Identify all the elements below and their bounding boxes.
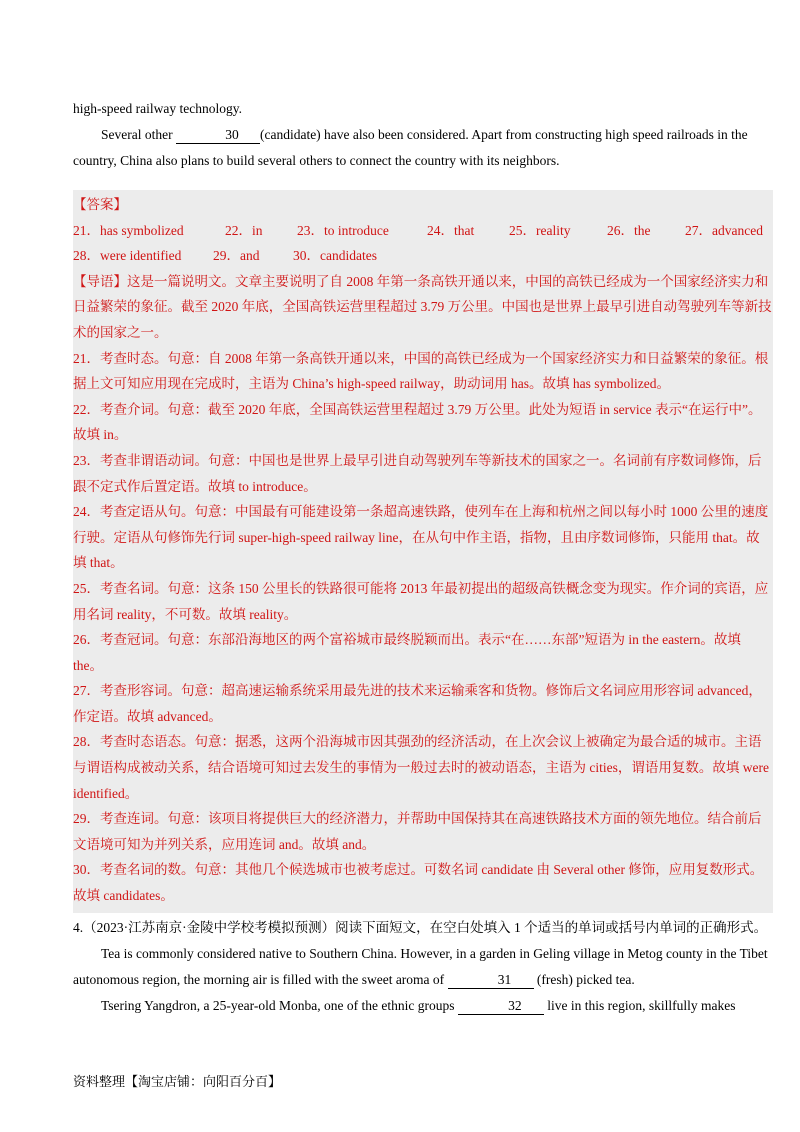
answer-item: 27．advanced [685, 222, 763, 238]
answer-header: 【答案】 [73, 197, 127, 212]
answer-row-1 [73, 218, 773, 244]
question-4-header: 4.（2023·江苏南京·金陵中学校考模拟预测）阅读下面短文，在空白处填入 1 个适当的单词或括号内单词的正确形式。 [73, 919, 768, 935]
q4-paragraph-1: Tea is commonly considered native to Southern China. However, in a garden in Geling village in Metog county in the Tibet autonomous region, the morning air is filled with the sweet aroma of 31 (fresh) picked tea. [73, 945, 768, 987]
explanation-21: 21．考查时态。句意：自 2008 年第一条高铁开通以来，中国的高铁已经成为一个国家经济实力和日益繁荣的象征。根据上文可知应用现在完成时，主语为 China’s high-speed railway，助动词用 has。故填 has symbolized。 [73, 350, 769, 392]
answer-item: 24．that [427, 222, 475, 238]
answer-item: 22．in [225, 222, 263, 238]
q32-blank: 32 [458, 997, 544, 1015]
explanation-28: 28．考查时态语态。句意：据悉，这两个沿海城市因其强劲的经济活动，在上次会议上被确定为最合适的城市。主语与谓语构成被动关系，结合语境可知过去发生的事情为一般过去时的被动语态，主语为 cities，谓语用复数。故填 were identified。 [73, 734, 769, 801]
explanation-25: 25．考查名词。句意：这条 150 公里长的铁路很可能将 2013 年最初提出的超级高铁概念变为现实。作介词的宾语，应用名词 reality，不可数。故填 reality。 [73, 580, 769, 622]
guide-text: 【导语】这是一篇说明文。文章主要说明了自 2008 年第一条高铁开通以来，中国的高铁已经成为一个国家经济实力和日益繁荣的象征。截至 2020 年底，全国高铁运营里程超过 3.79 万公里。中国也是世界上最早引进自动驾驶列车等新技术的国家之一。 [73, 273, 772, 340]
answer-section [73, 190, 773, 913]
answer-item: 29．and [213, 248, 260, 264]
answer-row-2 [73, 243, 773, 269]
footer-source: 资料整理【淘宝店铺：向阳百分百】 [73, 1074, 282, 1089]
document-body [73, 96, 773, 1019]
explanation-27: 27．考查形容词。句意：超高速运输系统采用最先进的技术来运输乘客和货物。修饰后文名词应用形容词 advanced，作定语。故填 advanced。 [73, 683, 762, 724]
intro-line: high-speed railway technology. [73, 101, 242, 116]
q30-blank: 30 [176, 126, 260, 144]
explanation-24: 24．考查定语从句。句意：中国最有可能建设第一条超高速铁路，使列车在上海和杭州之间以每小时 1000 公里的速度行驶。定语从句修饰先行词 super-high-speed railway line，在从句中作主语，指物，且由序数词修饰，只能用 that。故填 that。 [73, 504, 769, 571]
explanation-26: 26．考查冠词。句意：东部沿海地区的两个富裕城市最终脱颖而出。表示“在……东部”短语为 in the eastern。故填 the。 [73, 632, 741, 673]
answer-item: 23．to introduce [297, 222, 389, 238]
explanation-23: 23．考查非谓语动词。句意：中国也是世界上最早引进自动驾驶列车等新技术的国家之一。名词前有序数词修饰，后跟不定式作后置定语。故填 to introduce。 [73, 452, 762, 494]
answer-item: 26．the [607, 222, 651, 238]
answer-item: 25．reality [509, 222, 571, 238]
explanation-30: 30．考查名词的数。句意：其他几个候选城市也被考虑过。可数名词 candidate 由 Several other 修饰，应用复数形式。故填 candidates。 [73, 862, 764, 904]
answer-item: 30．candidates [293, 248, 377, 264]
answer-item: 28．were identified [73, 248, 182, 264]
answer-item: 21．has symbolized [73, 222, 184, 238]
q30-paragraph: Several other 30 (candidate) have also been considered. Apart from constructing high speed railroads in the country, China also plans to build several others to connect the country with its neighbors. [73, 127, 748, 168]
explanation-22: 22．考查介词。句意：截至 2020 年底，全国高铁运营里程超过 3.79 万公里。此处为短语 in service 表示“在运行中”。故填 in。 [73, 401, 762, 443]
q4-paragraph-2: Tsering Yangdron, a 25-year-old Monba, one of the ethnic groups 32 live in this region, skillfully makes [101, 997, 736, 1013]
q31-blank: 31 [448, 971, 534, 989]
explanation-29: 29．考查连词。句意：该项目将提供巨大的经济潜力，并帮助中国保持其在高速铁路技术方面的领先地位。结合前后文语境可知为并列关系，应用连词 and。故填 and。 [73, 811, 762, 852]
